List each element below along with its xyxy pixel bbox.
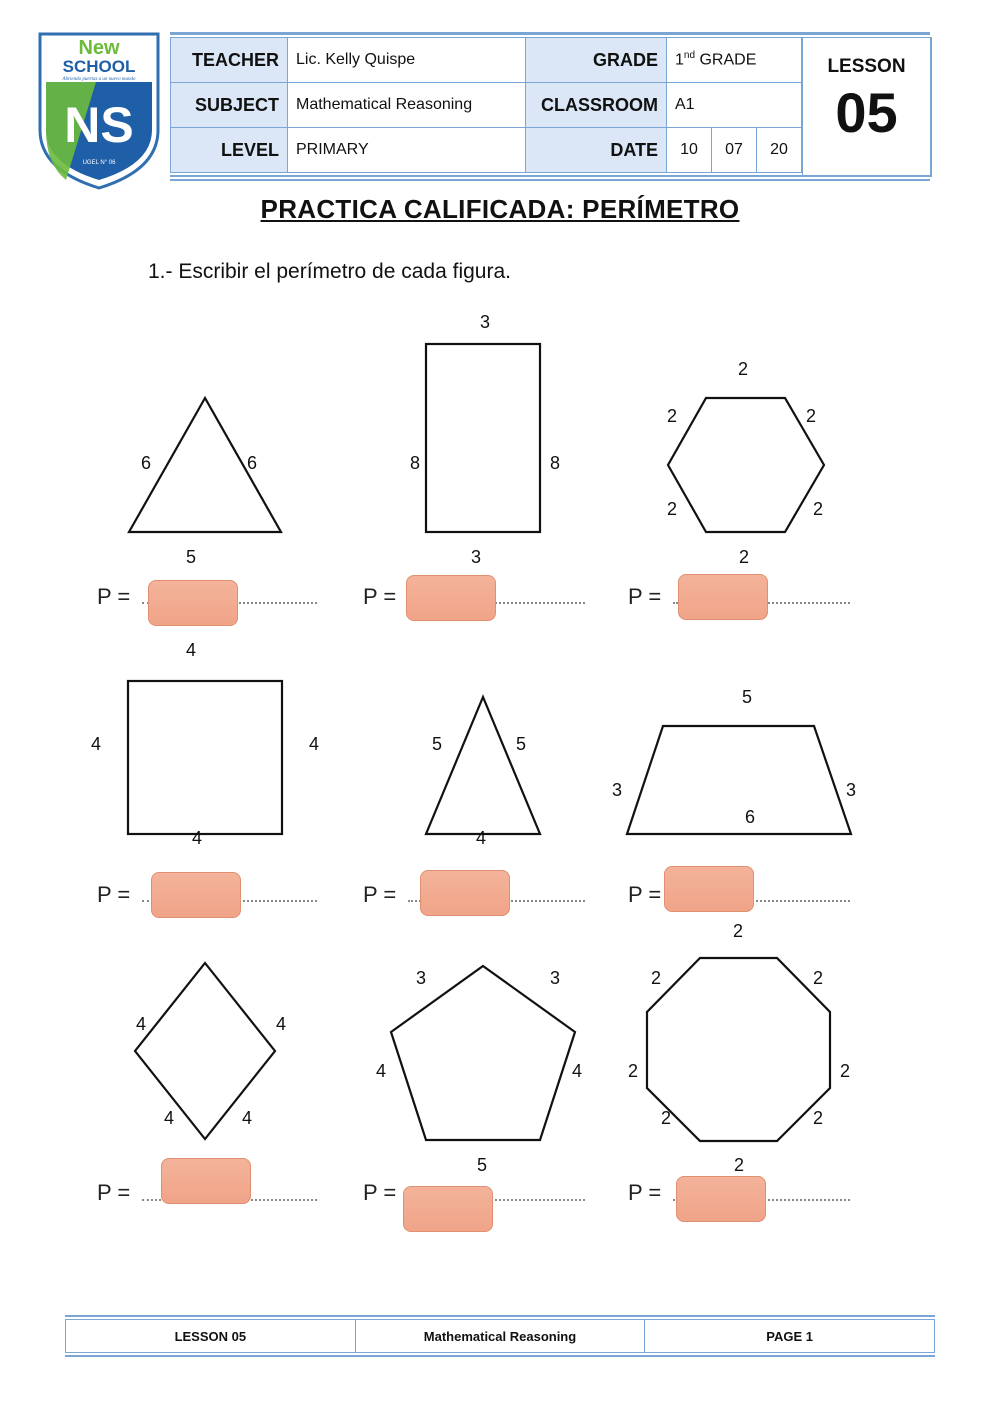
grade-word: GRADE [699, 51, 757, 69]
square-top-label: 4 [185, 640, 197, 660]
oct-left-label: 2 [627, 1061, 639, 1081]
footer-table [65, 1319, 935, 1353]
classroom-label: CLASSROOM [526, 83, 667, 128]
date-label: DATE [526, 128, 667, 173]
answer-box-5[interactable] [420, 870, 510, 916]
square-right-label: 4 [308, 734, 320, 754]
answer-box-8[interactable] [403, 1186, 493, 1232]
logo-monogram: NS [64, 97, 134, 153]
p-label-1: P = [97, 584, 131, 609]
oct-upper-right-label: 2 [812, 968, 824, 988]
teacher-label: TEACHER [171, 38, 288, 83]
hex-upper-right-label: 2 [805, 406, 817, 426]
rhombus-upper-left-label: 4 [135, 1014, 147, 1034]
trap-top-label: 5 [741, 687, 753, 707]
rect-bottom-label: 3 [470, 547, 482, 567]
footer [65, 1315, 935, 1357]
grade-label: GRADE [526, 38, 667, 83]
pent-left-label: 4 [375, 1061, 387, 1081]
oct-bottom-label: 2 [733, 1155, 745, 1175]
subject-label: SUBJECT [171, 83, 288, 128]
square-bottom-label: 4 [191, 828, 203, 848]
hex-top-label: 2 [737, 359, 749, 379]
subject-value: Mathematical Reasoning [288, 83, 526, 128]
date-month: 07 [712, 128, 757, 173]
p-label-6: P = [628, 882, 662, 907]
hex-lower-left-label: 2 [666, 499, 678, 519]
rect-left-label: 8 [409, 453, 421, 473]
logo-brand-line1: New [78, 37, 120, 59]
answer-box-4[interactable] [151, 872, 241, 918]
level-value: PRIMARY [288, 128, 526, 173]
pent-right-label: 4 [571, 1061, 583, 1081]
footer-subject: Mathematical Reasoning [355, 1320, 645, 1353]
tri1-bottom-label: 5 [185, 547, 197, 567]
rhombus-upper-right-label: 4 [275, 1014, 287, 1034]
grade-suffix: nd [683, 50, 696, 62]
lesson-label: LESSON [827, 56, 906, 77]
answer-box-7[interactable] [161, 1158, 251, 1204]
oct-top-label: 2 [732, 921, 744, 941]
tri2-right-label: 5 [515, 734, 527, 754]
classroom-value: A1 [667, 83, 802, 128]
hex-upper-left-label: 2 [666, 406, 678, 426]
oct-lower-right-label: 2 [812, 1108, 824, 1128]
logo-ugel: UGEL N° 06 [82, 160, 116, 166]
logo-brand-line2: SCHOOL [62, 57, 136, 76]
tri1-right-label: 6 [246, 453, 258, 473]
footer-bottom-rule [65, 1355, 935, 1357]
square [128, 681, 282, 834]
grade-number: 1 [675, 51, 684, 69]
logo-tagline: Abriendo puertas a un nuevo mundo [62, 77, 136, 82]
answer-box-2[interactable] [406, 575, 496, 621]
trap-left-label: 3 [611, 780, 623, 800]
triangle-2 [426, 697, 540, 834]
footer-top-rule [65, 1315, 935, 1317]
answer-box-3[interactable] [678, 574, 768, 620]
answer-box-1[interactable] [148, 580, 238, 626]
trap-bottom-label: 6 [744, 807, 756, 827]
rect-top-label: 3 [479, 312, 491, 332]
date-year: 20 [757, 128, 802, 173]
pent-upper-right-label: 3 [549, 968, 561, 988]
oct-lower-left-label: 2 [660, 1108, 672, 1128]
page-title: PRACTICA CALIFICADA: PERÍMETRO [260, 194, 740, 224]
p-label-5: P = [363, 882, 397, 907]
rhombus-lower-left-label: 4 [163, 1108, 175, 1128]
tri1-left-label: 6 [140, 453, 152, 473]
oct-right-label: 2 [839, 1061, 851, 1081]
instruction: 1.- Escribir el perímetro de cada figura. [148, 260, 511, 283]
pent-upper-left-label: 3 [415, 968, 427, 988]
pent-bottom-label: 5 [476, 1155, 488, 1175]
rectangle [426, 344, 540, 532]
rhombus [135, 963, 275, 1139]
date-day: 10 [667, 128, 712, 173]
tri2-bottom-label: 4 [475, 828, 487, 848]
answer-box-9[interactable] [676, 1176, 766, 1222]
triangle-1 [129, 398, 281, 532]
tri2-left-label: 5 [431, 734, 443, 754]
pentagon [391, 966, 575, 1140]
oct-upper-left-label: 2 [650, 968, 662, 988]
p-label-7: P = [97, 1180, 131, 1205]
rect-right-label: 8 [549, 453, 561, 473]
footer-page: PAGE 1 [645, 1320, 935, 1353]
p-label-3: P = [628, 584, 662, 609]
square-left-label: 4 [90, 734, 102, 754]
answer-box-6[interactable] [664, 866, 754, 912]
p-label-8: P = [363, 1180, 397, 1205]
footer-lesson: LESSON 05 [66, 1320, 356, 1353]
trapezoid [627, 726, 851, 834]
hexagon [668, 398, 824, 532]
hex-lower-right-label: 2 [812, 499, 824, 519]
octagon [647, 958, 830, 1141]
level-label: LEVEL [171, 128, 288, 173]
rhombus-lower-right-label: 4 [241, 1108, 253, 1128]
trap-right-label: 3 [845, 780, 857, 800]
p-label-4: P = [97, 882, 131, 907]
hex-bottom-label: 2 [738, 547, 750, 567]
teacher-value: Lic. Kelly Quispe [288, 38, 526, 83]
p-label-9: P = [628, 1180, 662, 1205]
p-label-2: P = [363, 584, 397, 609]
lesson-number: 05 [835, 81, 898, 144]
